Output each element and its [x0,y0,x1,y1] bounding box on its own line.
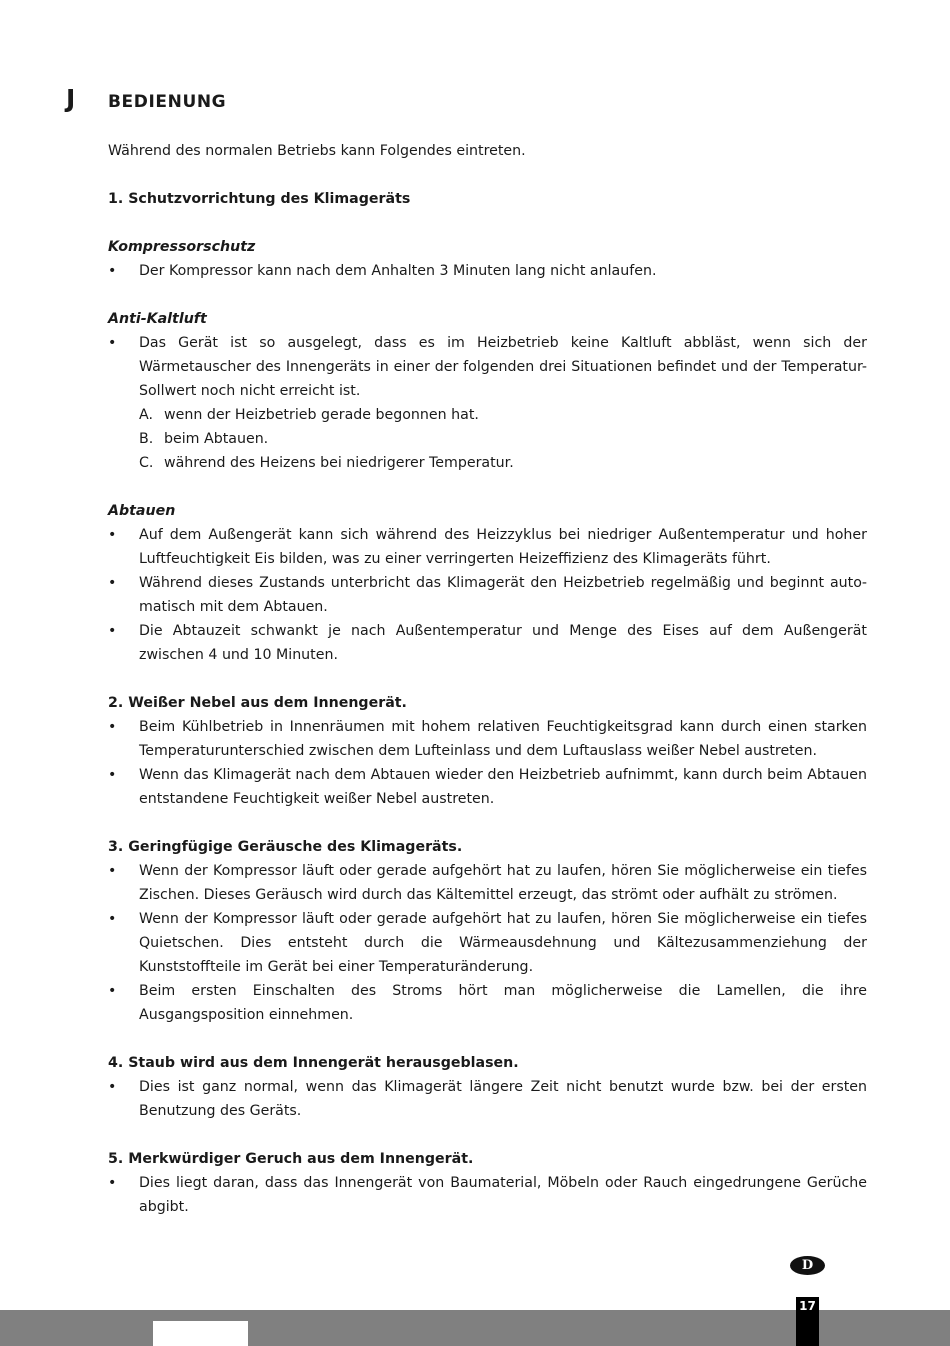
intro-text: Während des normalen Betriebs kann Folgendes eintreten. [108,143,526,159]
sub-list-text: während des Heizens bei niedrigerer Temperatur. [164,455,514,471]
sub-list-label: A. [139,407,153,423]
list-item: • Dies liegt daran, dass das Innengerät von Baumaterial, Möbeln oder Rauch eingedrungene Gerüche abgibt. [108,1171,867,1219]
list-item: • Dies ist ganz normal, wenn das Klimagerät längere Zeit nicht benutzt wurde bzw. bei der ersten Benutzung des Geräts. [108,1075,867,1123]
list-item: • Wenn das Klimagerät nach dem Abtauen wieder den Heizbetrieb aufnimmt, kann durch beim Abtauen entstandene Feuchtigkeit weißer Nebel austreten. [108,763,867,811]
list-item: • Auf dem Außengerät kann sich während des Heizzyklus bei niedriger Außentemperatur und hoher Luftfeuchtigkeit Eis bilden, was zu einer verringerten Heizeffizienz des Klimageräts führt. [108,523,867,571]
heading-noises: 3. Geringfügige Geräusche des Klimageräts. [108,839,463,855]
sub-list-label: C. [139,455,154,471]
sub-list-label: B. [139,431,154,447]
page-number: 17 [796,1297,819,1346]
section-letter: J [66,84,76,113]
heading-protection: 1. Schutzvorrichtung des Klimageräts [108,191,411,207]
heading-dust: 4. Staub wird aus dem Innengerät herausgeblasen. [108,1055,519,1071]
language-badge: D [790,1256,825,1275]
list-item: • Wenn der Kompressor läuft oder gerade aufgehört hat zu laufen, hören Sie möglicherweise ein tiefes Zischen. Dieses Geräusch wird durch das Kältemittel erzeugt, das strömt oder aufhält zu strömen. [108,859,867,907]
subheading-compressor: Kompressorschutz [108,239,256,255]
list-item: • Die Abtauzeit schwankt je nach Außentemperatur und Menge des Eises auf dem Außengerät zwischen 4 und 10 Minuten. [108,619,867,667]
section-title: BEDIENUNG [108,92,227,112]
list-item: • Das Gerät ist so ausgelegt, dass es im Heizbetrieb keine Kaltluft abbläst, wenn sich der Wärmetauscher des Innengeräts in einer der folgenden drei Situationen befindet und der Temperatur-Sollwert noch nicht erreicht ist. [108,331,867,403]
sub-list-item [108,451,867,475]
sub-list-item [108,403,867,427]
sub-list-item [108,427,867,451]
footer-box [153,1321,248,1346]
list-item: • Wenn der Kompressor läuft oder gerade aufgehört hat zu laufen, hören Sie möglicherweise ein tiefes Quietschen. Dies entsteht durch die Wärmeausdehnung und Kältezusammenziehung der Kunststoffteile im Gerät bei einer Temperaturänderung. [108,907,867,979]
list-item: • Beim ersten Einschalten des Stroms hört man möglicherweise die Lamellen, die ihre Ausgangsposition einnehmen. [108,979,867,1027]
subheading-defrost: Abtauen [108,503,176,519]
subheading-anticold: Anti-Kaltluft [108,311,207,327]
sub-list-text: beim Abtauen. [164,431,269,447]
heading-odor: 5. Merkwürdiger Geruch aus dem Innengerät. [108,1151,474,1167]
sub-list-text: wenn der Heizbetrieb gerade begonnen hat. [164,407,479,423]
list-item: • Während dieses Zustands unterbricht das Klimagerät den Heizbetrieb regelmäßig und beginnt automatisch mit dem Abtauen. [108,571,867,619]
list-item: • Der Kompressor kann nach dem Anhalten 3 Minuten lang nicht anlaufen. [108,259,867,283]
document-body [108,139,867,1219]
heading-white-mist: 2. Weißer Nebel aus dem Innengerät. [108,695,407,711]
list-item: • Beim Kühlbetrieb in Innenräumen mit hohem relativen Feuchtigkeitsgrad kann durch einen starken Temperaturunterschied zwischen dem Lufteinlass und dem Luftauslass weißer Nebel austreten. [108,715,867,763]
